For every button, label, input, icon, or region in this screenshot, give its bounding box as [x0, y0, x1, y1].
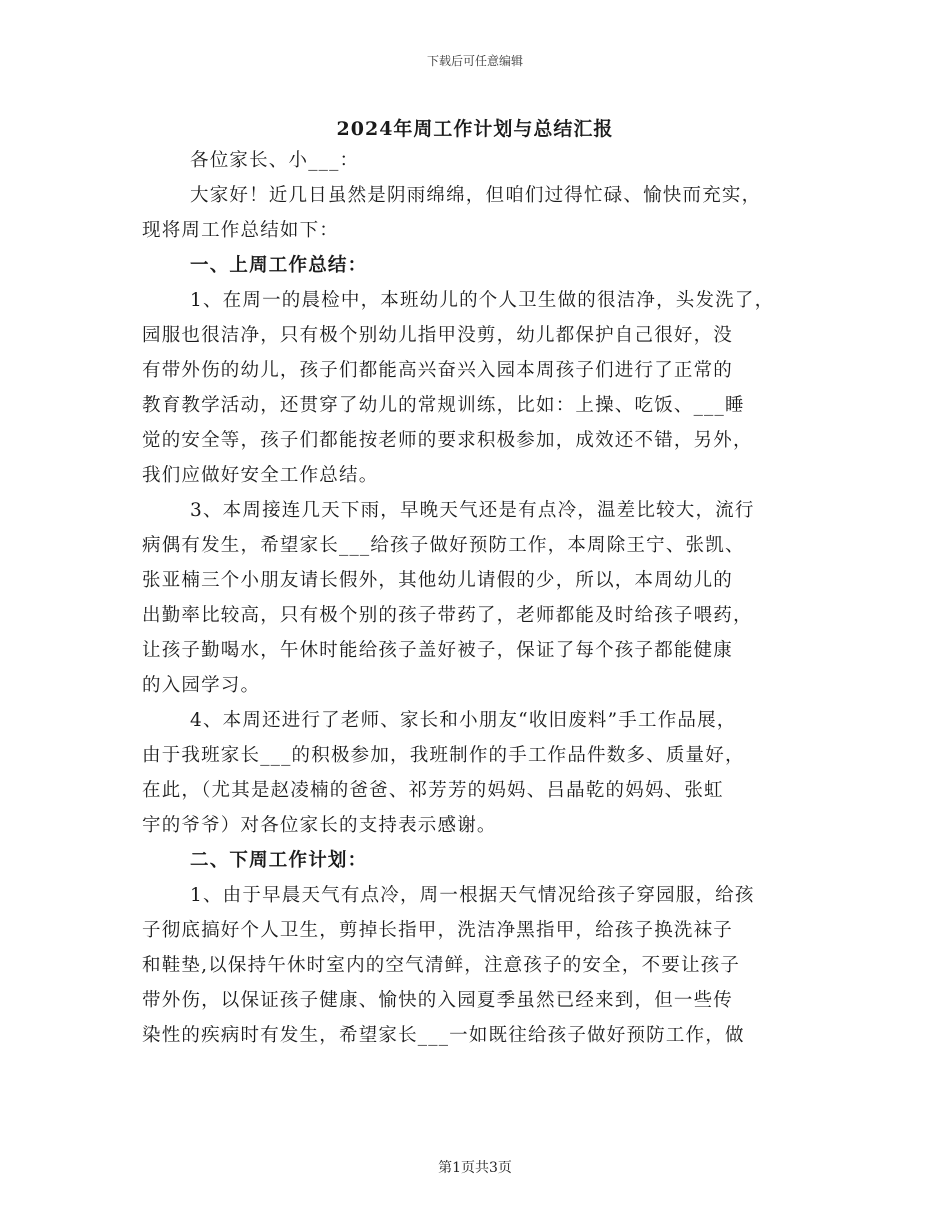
text-line: 染性的疾病时有发生，希望家长___一如既往给孩子做好预防工作，做 [142, 1025, 745, 1046]
text-line: 现将周工作总结如下： [142, 220, 340, 241]
text-line: 宇的爷爷）对各位家长的支持表示感谢。 [142, 815, 497, 836]
text-line: 让孩子勤喝水，午休时能给孩子盖好被子，保证了每个孩子都能健康 [142, 640, 734, 661]
text-line: 4、本周还进行了老师、家长和小朋友“收旧废料”手工作品展， [190, 710, 737, 731]
text-line: 在此，（尤其是赵凌楠的爸爸、祁芳芳的妈妈、吕晶乾的妈妈、张虹 [142, 780, 724, 801]
text-line: 有带外伤的幼儿，孩子们都能高兴奋兴入园本周孩子们进行了正常的 [142, 360, 734, 381]
page-title: 2024年周工作计划与总结汇报 [336, 118, 614, 140]
text-line: 1、在周一的晨检中，本班幼儿的个人卫生做的很洁净，头发洗了， [190, 290, 775, 311]
text-line: 教育教学活动，还贯穿了幼儿的常规训练，比如：上操、吃饭、___睡 [142, 395, 745, 416]
text-line: 的入园学习。 [142, 675, 261, 696]
header-note: 下载后可任意编辑 [426, 54, 523, 68]
section-heading: 二、下周工作计划： [190, 850, 368, 871]
document-body [142, 143, 822, 1053]
text-line: 1、由于早晨天气有点冷，周一根据天气情况给孩子穿园服，给孩 [190, 885, 755, 906]
text-line: 我们应做好安全工作总结。 [142, 465, 379, 486]
text-line: 和鞋垫,以保持午休时室内的空气清鲜，注意孩子的安全，不要让孩子 [142, 955, 741, 976]
text-line: 觉的安全等，孩子们都能按老师的要求积极参加，成效还不错，另外， [142, 430, 753, 451]
text-line: 大家好！近几日虽然是阴雨绵绵，但咱们过得忙碌、愉快而充实， [190, 185, 762, 206]
text-line: 出勤率比较高，只有极个别的孩子带药了，老师都能及时给孩子喂药， [142, 605, 753, 626]
text-line: 园服也很洁净，只有极个别幼儿指甲没剪，幼儿都保护自己很好，没 [142, 325, 734, 346]
text-line: 张亚楠三个小朋友请长假外，其他幼儿请假的少，所以，本周幼儿的 [142, 570, 734, 591]
text-line: 3、本周接连几天下雨，早晚天气还是有点冷，温差比较大，流行 [190, 500, 755, 521]
section-heading: 一、上周工作总结： [190, 255, 368, 276]
text-line: 各位家长、小___： [190, 150, 360, 171]
page-footer: 第1页共3页 [438, 1160, 512, 1176]
text-line: 带外伤，以保证孩子健康、愉快的入园夏季虽然已经来到，但一些传 [142, 990, 734, 1011]
text-line: 病偶有发生，希望家长___给孩子做好预防工作，本周除王宁、张凯、 [142, 535, 745, 556]
text-line: 由于我班家长___的积极参加，我班制作的手工作品件数多、质量好， [142, 745, 745, 766]
text-line: 子彻底搞好个人卫生，剪掉长指甲，洗洁净黑指甲，给孩子换洗袜子 [142, 920, 734, 941]
